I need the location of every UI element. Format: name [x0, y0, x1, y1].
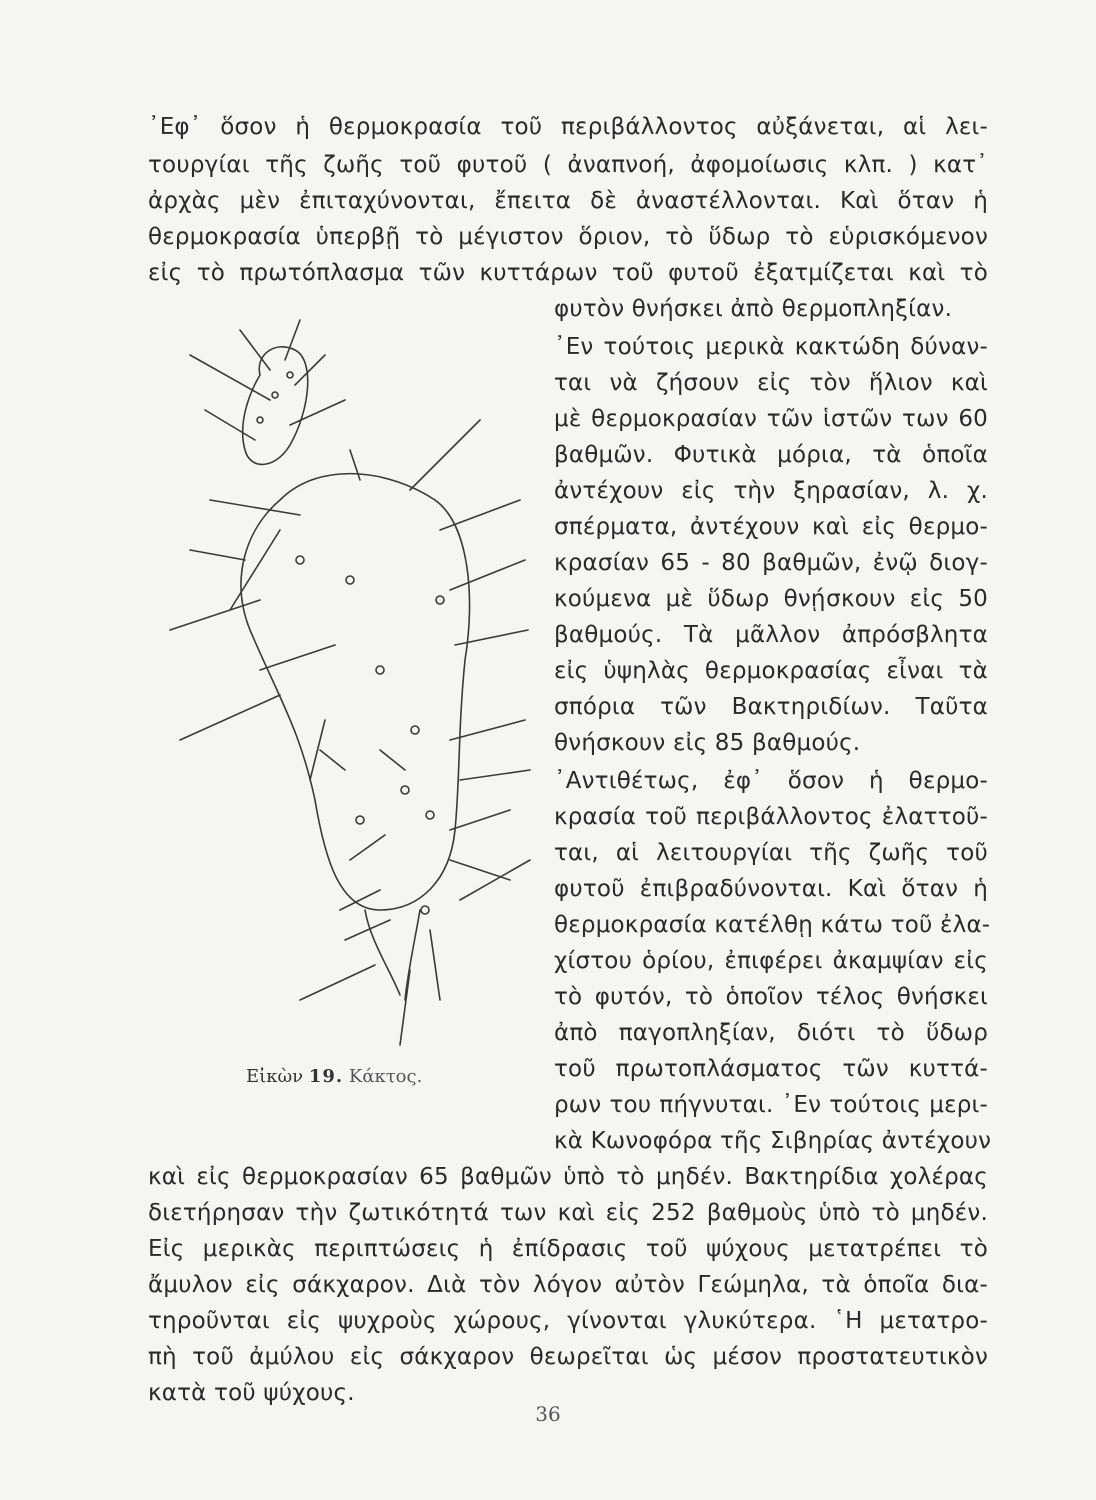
- text-line: βαθμῶν. Φυτικὰ μόρια, τὰ ὁποῖα: [554, 442, 988, 468]
- text-line: Εἰς μερικὰς περιπτώσεις ἡ ἐπίδρασις τοῦ ψύχους μετατρέπει τὸ: [148, 1236, 988, 1262]
- text-line: πὴ τοῦ ἀμύλου εἰς σάκχαρον θεωρεῖται ὡς μέσον προστατευτικὸν: [148, 1344, 988, 1370]
- cactus-illustration: [150, 300, 540, 1090]
- text-line: ἄμυλον εἰς σάκχαρον. Διὰ τὸν λόγον αὐτὸν Γεώμηλα, τὰ ὁποῖα δια-: [148, 1272, 988, 1298]
- text-line: τὸ φυτόν, τὸ ὁποῖον τέλος θνήσκει: [554, 984, 988, 1010]
- text-line: εἰς ὑψηλὰς θερμοκρασίας εἶναι τὰ: [554, 658, 988, 684]
- text-line: ἀντέχουν εἰς τὴν ξηρασίαν, λ. χ.: [554, 478, 988, 504]
- text-line: τοῦ πρωτοπλάσματος τῶν κυττά-: [554, 1056, 988, 1082]
- text-line: τηροῦνται εἰς ψυχροὺς χώρους, γίνονται γλυκύτερα. ῾Η μετατρο-: [148, 1308, 988, 1334]
- text-line: θνήσκουν εἰς 85 βαθμούς.: [554, 730, 861, 756]
- text-line: ᾿Εν τούτοις μερικὰ κακτώδη δύναν-: [554, 334, 988, 360]
- text-line: ται νὰ ζήσουν εἰς τὸν ἥλιον καὶ: [554, 370, 988, 396]
- figure-caption: [246, 1066, 422, 1087]
- figure-number: 19.: [308, 1066, 344, 1087]
- text-line: σπέρματα, ἀντέχουν καὶ εἰς θερμο-: [554, 514, 988, 540]
- text-line: ἀρχὰς μὲν ἐπιταχύνονται, ἔπειτα δὲ ἀναστέλλονται. Καὶ ὅταν ἡ: [148, 188, 988, 214]
- text-line: ἀπὸ παγοπληξίαν, διότι τὸ ὕδωρ: [554, 1020, 988, 1046]
- text-line: ται, αἱ λειτουργίαι τῆς ζωῆς τοῦ: [554, 840, 988, 866]
- text-line: μὲ θερμοκρασίαν τῶν ἱστῶν των 60: [554, 406, 988, 432]
- text-line: ρων του πήγνυται. ᾿Εν τούτοις μερι-: [554, 1092, 988, 1118]
- text-line: φυτὸν θνήσκει ἀπὸ θερμοπληξίαν.: [554, 296, 953, 322]
- page-number: 36: [535, 1402, 561, 1426]
- text-line: θερμοκρασία ὑπερβῇ τὸ μέγιστον ὅριον, τὸ ὕδωρ τὸ εὑρισκόμενον: [148, 224, 988, 250]
- figure-label: Εἰκὼν: [246, 1066, 304, 1087]
- text-line: τουργίαι τῆς ζωῆς τοῦ φυτοῦ ( ἀναπνοή, ἀφομοίωσις κλπ. ) κατ᾿: [148, 152, 988, 178]
- text-line: ᾿Εφ᾿ ὅσον ἡ θερμοκρασία τοῦ περιβάλλοντος αὐξάνεται, αἱ λει-: [148, 114, 988, 140]
- text-line: κρασία τοῦ περιβάλλοντος ἐλαττοῦ-: [554, 804, 988, 830]
- text-line: σπόρια τῶν Βακτηριδίων. Ταῦτα: [554, 694, 988, 720]
- text-line: χίστου ὁρίου, ἐπιφέρει ἀκαμψίαν εἰς: [554, 948, 988, 974]
- text-line: καὶ εἰς θερμοκρασίαν 65 βαθμῶν ὑπὸ τὸ μηδέν. Βακτηρίδια χολέρας: [148, 1164, 988, 1190]
- text-line: κατὰ τοῦ ψύχους.: [148, 1380, 355, 1406]
- text-line: ᾿Αντιθέτως, ἐφ᾿ ὅσον ἡ θερμο-: [554, 768, 988, 794]
- figure-name: Κάκτος.: [348, 1066, 423, 1087]
- text-line: βαθμούς. Τὰ μᾶλλον ἀπρόσβλητα: [554, 622, 988, 648]
- text-line: κούμενα μὲ ὕδωρ θνῄσκουν εἰς 50: [554, 586, 988, 612]
- text-line: κὰ Κωνοφόρα τῆς Σιβηρίας ἀντέχουν: [554, 1128, 992, 1154]
- text-line: κρασίαν 65 - 80 βαθμῶν, ἐνῷ διογ-: [554, 550, 988, 576]
- text-line: φυτοῦ ἐπιβραδύνονται. Καὶ ὅταν ἡ: [554, 876, 988, 902]
- text-line: εἰς τὸ πρωτόπλασμα τῶν κυττάρων τοῦ φυτοῦ ἐξατμίζεται καὶ τὸ: [148, 260, 988, 286]
- text-line: θερμοκρασία κατέλθῃ κάτω τοῦ ἐλα-: [554, 912, 991, 938]
- text-line: διετήρησαν τὴν ζωτικότητά των καὶ εἰς 252 βαθμοὺς ὑπὸ τὸ μηδέν.: [148, 1200, 988, 1226]
